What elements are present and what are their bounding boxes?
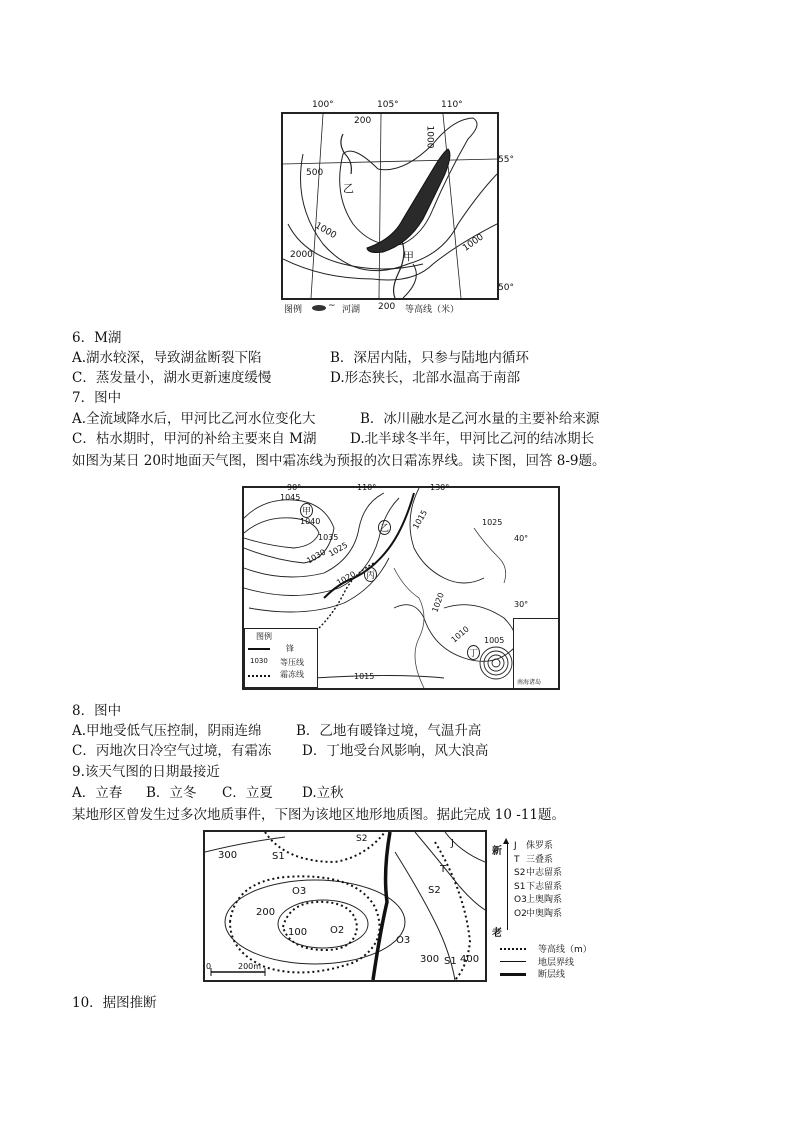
map3-legend-contour-swatch <box>500 948 526 950</box>
q7-option-c: C．枯水期时，甲河的补给主要来自 M湖 <box>72 431 317 447</box>
map2-place-bing: 丙 <box>364 567 377 582</box>
map2-isobar-1030: 1030 <box>305 547 328 566</box>
map2-legend-frost-line <box>248 675 270 677</box>
map3-legend-boundary: 地层界线 <box>538 958 575 968</box>
intro-10-11: 某地形区曾发生过多次地质事件，下图为该地区地形地质图。据此完成 10 -11题。 <box>72 807 565 823</box>
map3-legend-fault: 断层线 <box>538 970 566 980</box>
map2-lon-110: 110° <box>357 483 377 492</box>
map3-stratum-s1-top: S1 <box>272 851 285 862</box>
map1-legend-lake: 河湖 <box>342 305 361 315</box>
legend-item-o3: O3上奥陶系 <box>514 895 563 905</box>
map3-legend-contour: 等高线（m） <box>538 945 592 955</box>
q9-option-d: D.立秋 <box>302 785 344 801</box>
map3-legend-boundary-swatch <box>500 961 526 962</box>
map2-legend-title: 图例 <box>256 632 272 641</box>
map2-legend-isobar-sample: 1030 <box>250 657 268 665</box>
map1-legend-contour: 等高线（米） <box>405 305 460 315</box>
map1-lon-100: 100° <box>312 100 334 110</box>
map2-isobar-1035: 1035 <box>318 533 339 542</box>
map3-contour-400: 400 <box>460 954 480 965</box>
map3-stratum-j: J <box>451 838 454 849</box>
map3-contour-300-top: 300 <box>218 850 238 861</box>
map2-place-jia: 甲 <box>300 503 313 518</box>
map2-lat-30: 30° <box>514 600 529 609</box>
map3-stratum-s2-top: S2 <box>356 834 368 844</box>
map2-isobar-1020: 1020 <box>335 569 358 588</box>
map3-legend-old: 老 <box>492 928 502 939</box>
legend-item-j: J 侏罗系 <box>514 841 554 851</box>
q9-option-a: A．立春 <box>72 785 123 801</box>
map1-lon-110: 110° <box>441 100 463 110</box>
map2-isobar-1005: 1005 <box>484 636 505 645</box>
map1-contour-1000-top: 1000 <box>424 125 435 149</box>
q7-stem: 7．图中 <box>72 390 122 406</box>
q9-option-c: C．立夏 <box>222 785 273 801</box>
map2-lon-90: 90° <box>287 483 302 492</box>
legend-item-s2: S2中志留系 <box>514 868 563 878</box>
map2-isobar-1015: 1015 <box>411 508 430 531</box>
map1-place-yi: 乙 <box>343 182 354 195</box>
q8-option-c: C．丙地次日冷空气过境，有霜冻 <box>72 743 272 759</box>
map2-legend-isobar: 等压线 <box>280 658 304 667</box>
map3-contour-300-bottom: 300 <box>420 954 440 965</box>
map3-stratum-s1-bottom: S1 <box>444 956 457 967</box>
q8-stem: 8．图中 <box>72 703 122 719</box>
q6-option-b: B．深居内陆，只参与陆地内循环 <box>330 350 529 366</box>
map2-lat-40: 40° <box>514 534 529 543</box>
map2-place-ding: 丁 <box>467 645 480 660</box>
legend-item-o2: O2中奥陶系 <box>514 908 563 919</box>
map1-contour-1000-right: 1000 <box>461 232 486 254</box>
map1-lat-55: 55° <box>498 155 514 165</box>
map3-contour-200: 200 <box>256 907 276 918</box>
map2-legend-frost: 霜冻线 <box>280 670 304 679</box>
map1-contour-200: 200 <box>354 116 372 126</box>
map3-stratum-o3-left: O3 <box>292 886 307 897</box>
map3-legend-new: 新 <box>492 846 502 857</box>
map2-lon-130: 130° <box>430 483 450 492</box>
map1-place-jia: 甲 <box>403 250 414 263</box>
map1-contour-1000-left: 1000 <box>313 220 338 242</box>
q7-option-b: B．冰川融水是乙河水量的主要补给来源 <box>360 411 600 427</box>
map3-scale-0: 0 <box>206 962 212 971</box>
q8-option-a: A.甲地受低气压控制，阴雨连绵 <box>72 723 262 739</box>
map1-contour-500: 500 <box>306 168 324 178</box>
q7-option-a: A.全流域降水后，甲河比乙河水位变化大 <box>72 411 316 427</box>
map3-stratum-t: T <box>440 864 447 875</box>
map1-legend-contour-sample: 200 <box>378 302 396 312</box>
q6-option-d: D.形态狭长，北部水温高于南部 <box>330 370 521 386</box>
map1-contour-2000: 2000 <box>290 250 313 260</box>
legend-item-s1: S1下志留系 <box>514 881 563 892</box>
map3-legend-items <box>514 840 562 921</box>
q9-option-b: B．立冬 <box>146 785 197 801</box>
map3-legend-arrow <box>507 842 508 930</box>
map2-legend-front: 锋 <box>286 644 294 653</box>
lake-contour-map <box>281 112 499 300</box>
intro-8-9: 如图为某日 20时地面天气图，图中霜冻线为预报的次日霜冻界线。读下图，回答 8-9题。 <box>72 453 606 469</box>
legend-item-t: T 三叠系 <box>514 854 554 865</box>
map1-lat-50: 50° <box>498 283 514 293</box>
map1-legend-lake-swatch <box>312 305 326 311</box>
map3-legend-arrow-head: ▲ <box>503 836 510 845</box>
q9-stem: 9.该天气图的日期最接近 <box>72 764 220 780</box>
map3-scale-200m: 200m <box>238 962 262 971</box>
q10-stem: 10．据图推断 <box>72 995 157 1011</box>
map2-isobar-1040: 1040 <box>300 517 321 526</box>
map3-stratum-s2-right: S2 <box>428 885 441 896</box>
map3-stratum-o3-right: O3 <box>396 935 411 946</box>
q7-option-d: D.北半球冬半年，甲河比乙河的结冰期长 <box>350 431 595 447</box>
q8-option-d: D．丁地受台风影响，风大浪高 <box>302 743 489 759</box>
map2-isobar-1045: 1045 <box>280 493 301 502</box>
map1-legend-title: 图例 <box>284 305 303 315</box>
q6-stem: 6．M湖 <box>72 330 122 346</box>
map2-isobar-1025-east: 1025 <box>482 518 503 527</box>
map2-inset-label: 南海诸岛 <box>517 679 542 686</box>
map2-isobar-1020-east: 1020 <box>430 591 446 614</box>
q6-option-c: C．蒸发量小，湖水更新速度缓慢 <box>72 370 272 386</box>
map2-isobar-1025: 1025 <box>327 540 350 559</box>
map2-legend-front-line <box>248 648 270 650</box>
map2-isobar-1010: 1010 <box>449 624 471 645</box>
map3-contour-100: 100 <box>288 927 308 938</box>
map3-legend-fault-swatch <box>500 973 526 976</box>
q6-option-a: A.湖水较深，导致湖盆断裂下陷 <box>72 350 262 366</box>
map2-isobar-1015-south: 1015 <box>354 672 375 681</box>
map2-place-yi: 乙 <box>378 520 391 535</box>
q8-option-b: B．乙地有暖锋过境，气温升高 <box>296 723 482 739</box>
map1-lon-105: 105° <box>377 100 399 110</box>
map1-legend-river-line: ~ <box>328 301 336 311</box>
map3-stratum-o2: O2 <box>330 925 345 936</box>
